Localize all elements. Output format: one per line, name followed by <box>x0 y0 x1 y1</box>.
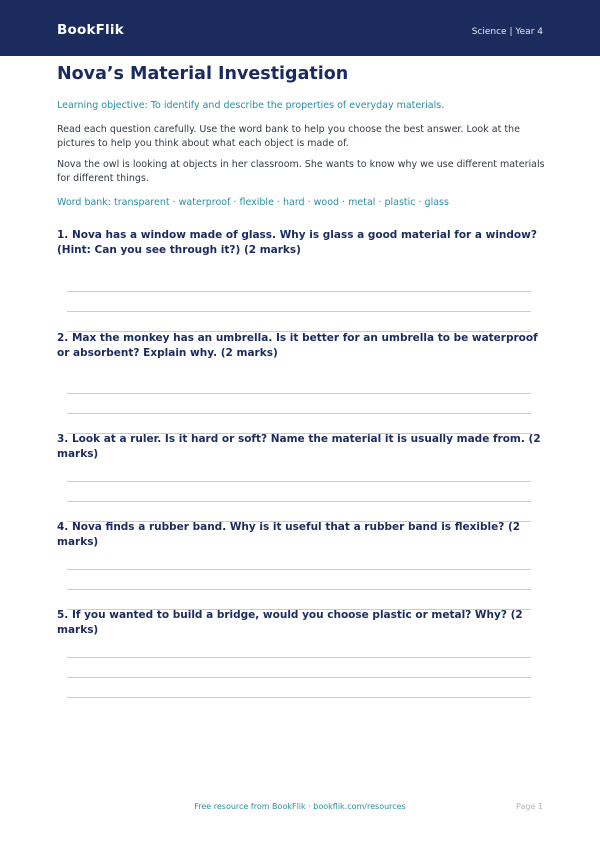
learning-objective: Learning objective: To identify and describe the properties of everyday materials. <box>57 100 445 111</box>
answer-line[interactable] <box>67 569 531 570</box>
question-1: 1. Nova has a window made of glass. Why is glass a good material for a window? (Hint: Can you see through it?) (2 marks) <box>57 229 537 256</box>
answer-line[interactable] <box>67 501 531 502</box>
page-title: Nova’s Material Investigation <box>57 64 349 84</box>
instructions-text: Read each question carefully. Use the word bank to help you choose the best answer. Look at the pictures to help you think about what each object is made of. <box>57 124 520 149</box>
subject-year-label: Science | Year 4 <box>471 27 543 37</box>
brand-logo: BookFlik <box>57 22 124 38</box>
answer-line[interactable] <box>67 393 531 394</box>
answer-line[interactable] <box>67 291 531 292</box>
answer-line[interactable] <box>67 413 531 414</box>
answer-line[interactable] <box>67 657 531 658</box>
word-bank: Word bank: transparent · waterproof · flexible · hard · wood · metal · plastic · glass <box>57 197 449 208</box>
answer-line[interactable] <box>67 677 531 678</box>
answer-line[interactable] <box>67 697 531 698</box>
answer-line[interactable] <box>67 481 531 482</box>
question-2: 2. Max the monkey has an umbrella. Is it better for an umbrella to be waterproof or absorbent? Explain why. (2 marks) <box>57 332 538 359</box>
answer-line[interactable] <box>67 589 531 590</box>
question-4: 4. Nova finds a rubber band. Why is it useful that a rubber band is flexible? (2 marks) <box>57 521 521 548</box>
answer-line[interactable] <box>67 311 531 312</box>
question-3: 3. Look at a ruler. Is it hard or soft? Name the material it is usually made from. (2 marks) <box>57 433 541 460</box>
page-number: Page 1 <box>516 802 543 811</box>
page-header <box>0 0 600 56</box>
story-intro-text: Nova the owl is looking at objects in her classroom. She wants to know why we use different materials for different things. <box>57 159 545 184</box>
footer-credit: Free resource from BookFlik · bookflik.com/resources <box>194 802 406 811</box>
question-5: 5. If you wanted to build a bridge, would you choose plastic or metal? Why? (2 marks) <box>57 609 523 636</box>
